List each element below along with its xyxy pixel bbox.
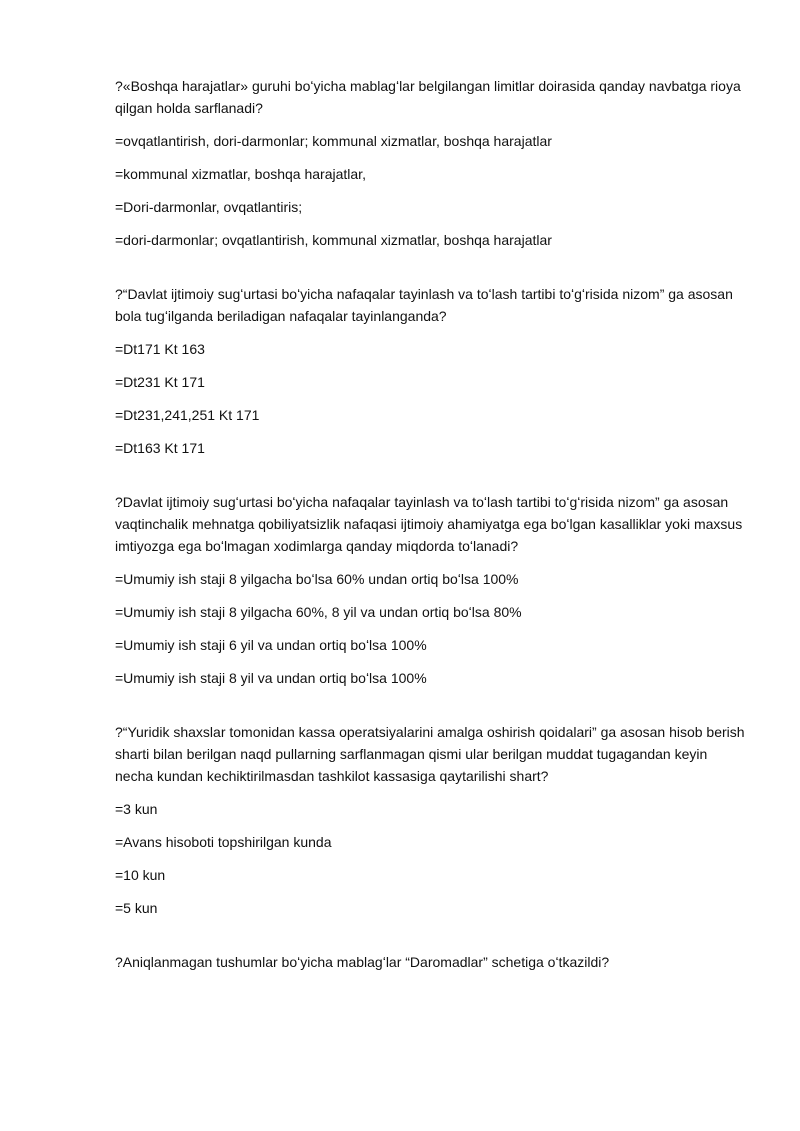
answer-option: =Dt171 Kt 163: [115, 341, 205, 357]
document-body: [115, 75, 745, 984]
answer-option: =Umumiy ish staji 6 yil va undan ortiq boʻlsa 100%: [115, 637, 427, 653]
answer-option: =Dt163 Kt 171: [115, 440, 205, 456]
answer-option: =Umumiy ish staji 8 yilgacha boʻlsa 60% undan ortiq boʻlsa 100%: [115, 571, 519, 587]
answer-option: =dori-darmonlar; ovqatlantirish, kommunal xizmatlar, boshqa harajatlar: [115, 232, 552, 248]
question-text: ?Aniqlanmagan tushumlar boʻyicha mablagʻlar “Daromadlar” schetiga oʻtkazildi?: [115, 954, 610, 970]
question-block-4: [115, 721, 745, 919]
answer-option: =kommunal xizmatlar, boshqa harajatlar,: [115, 166, 366, 182]
answer-option: =ovqatlantirish, dori-darmonlar; kommunal xizmatlar, boshqa harajatlar: [115, 133, 552, 149]
question-text: ?Davlat ijtimoiy sugʻurtasi boʻyicha nafaqalar tayinlash va toʻlash tartibi toʻgʻrisida nizom” ga asosan vaqtinchalik mehnatga qobiliyatsizlik nafaqasi ijtimoiy ahamiyatga ega boʻlgan kasalliklar yoki maxsus imtiyozga ega boʻlmagan xodimlarga qanday miqdorda toʻlanadi?: [115, 494, 743, 554]
answer-option: =Umumiy ish staji 8 yil va undan ortiq boʻlsa 100%: [115, 670, 427, 686]
answer-option: =Dt231 Kt 171: [115, 374, 205, 390]
question-text: ?«Boshqa harajatlar» guruhi boʻyicha mablagʻlar belgilangan limitlar doirasida qanday navbatga rioya qilgan holda sarflanadi?: [115, 78, 741, 116]
question-block-1: [115, 75, 745, 251]
answer-option: =5 kun: [115, 900, 158, 916]
question-block-3: [115, 491, 745, 689]
question-block-5: [115, 951, 745, 973]
answer-option: =Dt231,241,251 Kt 171: [115, 407, 260, 423]
question-text: ?“Davlat ijtimoiy sugʻurtasi boʻyicha nafaqalar tayinlash va toʻlash tartibi toʻgʻrisida nizom” ga asosan bola tugʻilganda beriladigan nafaqalar tayinlanganda?: [115, 286, 733, 324]
question-text: ?“Yuridik shaxslar tomonidan kassa operatsiyalarini amalga oshirish qoidalari” ga asosan hisob berish sharti bilan berilgan naqd pullarning sarflanmagan qismi ular berilgan muddat tugagandan keyin necha kundan kechiktirilmasdan tashkilot kassasiga qaytarilishi shart?: [115, 724, 745, 784]
answer-option: =Avans hisoboti topshirilgan kunda: [115, 834, 332, 850]
answer-option: =Umumiy ish staji 8 yilgacha 60%, 8 yil va undan ortiq boʻlsa 80%: [115, 604, 522, 620]
question-block-2: [115, 283, 745, 459]
answer-option: =Dori-darmonlar, ovqatlantiris;: [115, 199, 303, 215]
answer-option: =10 kun: [115, 867, 166, 883]
answer-option: =3 kun: [115, 801, 158, 817]
